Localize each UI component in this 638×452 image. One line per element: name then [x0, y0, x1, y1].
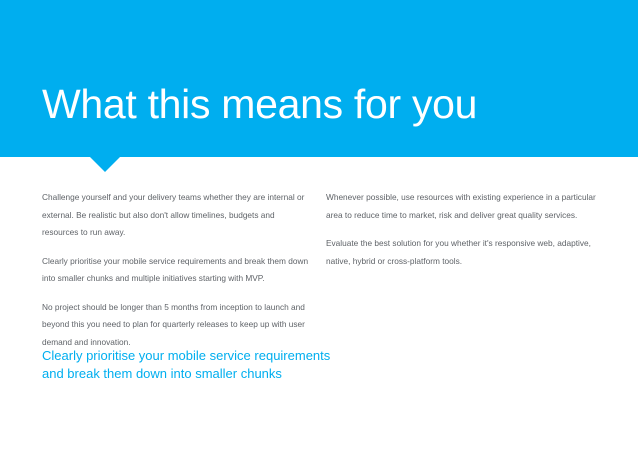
header-banner [0, 0, 638, 157]
right-column [326, 189, 598, 281]
right-paragraph-1: Whenever possible, use resources with existing experience in a particular area to reduce time to market, risk and deliver great quality services. [326, 192, 596, 220]
left-column [42, 189, 312, 362]
page-title: What this means for you [42, 81, 478, 127]
left-paragraph-1: Challenge yourself and your delivery teams whether they are internal or external. Be realistic but also don't allow timelines, budgets and resources to run away. [42, 192, 305, 237]
banner-pointer [90, 157, 120, 172]
pull-quote: Clearly prioritise your mobile service requirements and break them down into smaller chunks [42, 348, 331, 381]
left-paragraph-3: No project should be longer than 5 months from inception to launch and beyond this you need to plan for quarterly releases to keep up with user demand and innovation. [42, 301, 305, 347]
left-paragraph-2: Clearly prioritise your mobile service requirements and break them down into smaller chunks and multiple initiatives starting with MVP. [42, 255, 309, 283]
right-paragraph-2: Evaluate the best solution for you whether it's responsive web, adaptive, native, hybrid or cross-platform tools. [326, 238, 591, 266]
